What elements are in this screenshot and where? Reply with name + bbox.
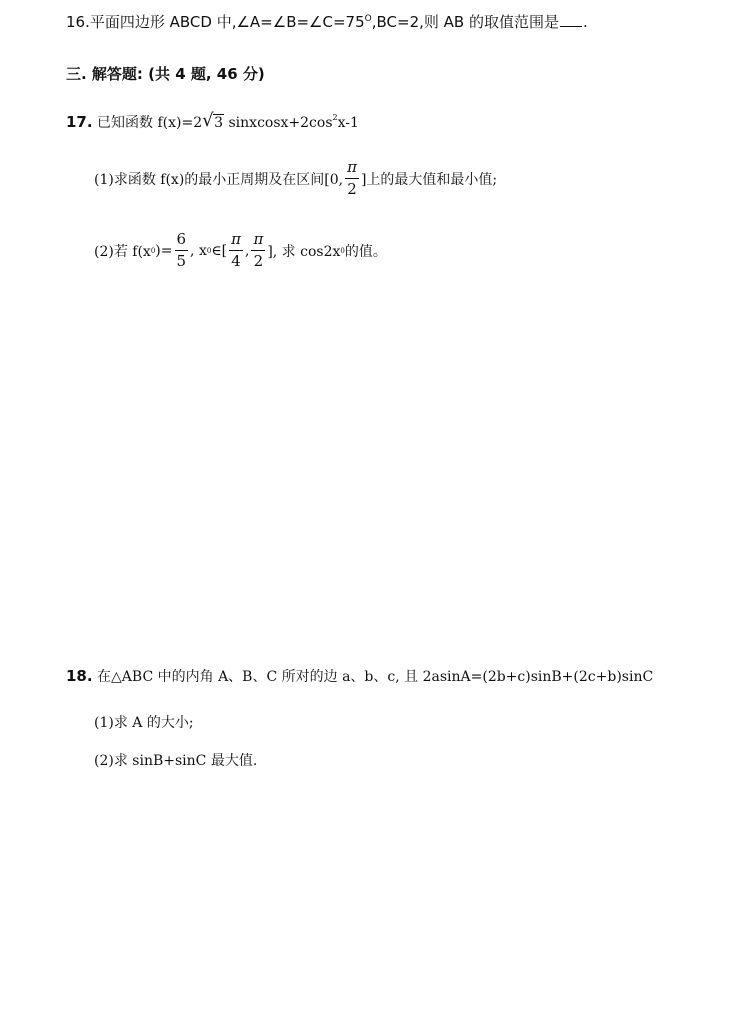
q16-text-mid: ,BC=2,则 AB 的取值范围是 — [371, 13, 559, 31]
q17-part2-t2: )= — [155, 242, 173, 259]
fraction-numerator: 6 — [176, 230, 187, 248]
fraction-pi-over-4 — [229, 232, 243, 269]
q17-stem-after: x-1 — [337, 115, 359, 131]
subscript-zero: 0 — [206, 246, 212, 255]
question-18 — [66, 666, 653, 686]
question-16 — [66, 11, 588, 32]
q17-part1-after: ]上的最大值和最小值; — [360, 171, 498, 188]
q17-number: 17. — [66, 113, 93, 131]
q18-part-1: (1)求 A 的大小; — [94, 715, 194, 731]
fraction-denominator: 4 — [231, 252, 241, 270]
answer-blank — [560, 12, 582, 27]
q16-text-before: 16.平面四边形 ABCD 中,∠A=∠B=∠C=75 — [66, 13, 365, 31]
fraction-6-over-5 — [175, 232, 189, 269]
q17-stem-mid: sinxcosx+2cos — [228, 115, 333, 131]
q17-part2-t6: ], 求 cos2x — [267, 243, 341, 260]
q17-part2-t1: (2)若 f(x — [94, 243, 151, 260]
subscript-zero: 0 — [150, 246, 156, 255]
fraction-numerator: π — [347, 158, 357, 176]
sqrt-expression — [202, 110, 224, 131]
q18-number: 18. — [66, 667, 93, 685]
q17-part2-t7: 的值。 — [344, 243, 387, 260]
sqrt-argument: 3 — [214, 115, 224, 131]
q17-part2-t4: ∈[ — [211, 242, 228, 259]
q17-exponent: 2 — [332, 113, 338, 122]
fraction-numerator: π — [253, 230, 264, 248]
fraction-pi-over-2 — [251, 232, 265, 269]
q18-part-2: (2)求 sinB+sinC 最大值. — [94, 753, 258, 769]
fraction-denominator: 2 — [253, 252, 264, 270]
q17-part2-t5: , — [245, 242, 250, 259]
q17-part-2 — [94, 232, 387, 269]
fraction-pi-over-2 — [345, 160, 359, 197]
degree-mark: O — [364, 14, 372, 24]
q16-text-after: . — [582, 13, 588, 31]
radical-sign: √ — [202, 110, 214, 131]
q17-part2-t3: , x — [190, 242, 207, 259]
q17-stem-before: 已知函数 f(x)=2 — [97, 115, 203, 131]
fraction-denominator: 2 — [347, 180, 357, 198]
section-heading: 三. 解答题: (共 4 题, 46 分) — [66, 65, 265, 83]
q17-part1-before: (1)求函数 f(x)的最小正周期及在区间[0, — [94, 171, 344, 188]
fraction-numerator: π — [231, 230, 241, 248]
subscript-zero: 0 — [340, 246, 345, 255]
fraction-denominator: 5 — [176, 252, 187, 270]
question-17 — [66, 112, 359, 132]
q17-part-1 — [94, 160, 497, 197]
q18-stem: 在△ABC 中的内角 A、B、C 所对的边 a、b、c, 且 2asinA=(2b+c)sinB+(2c+b)sinC — [97, 669, 654, 685]
